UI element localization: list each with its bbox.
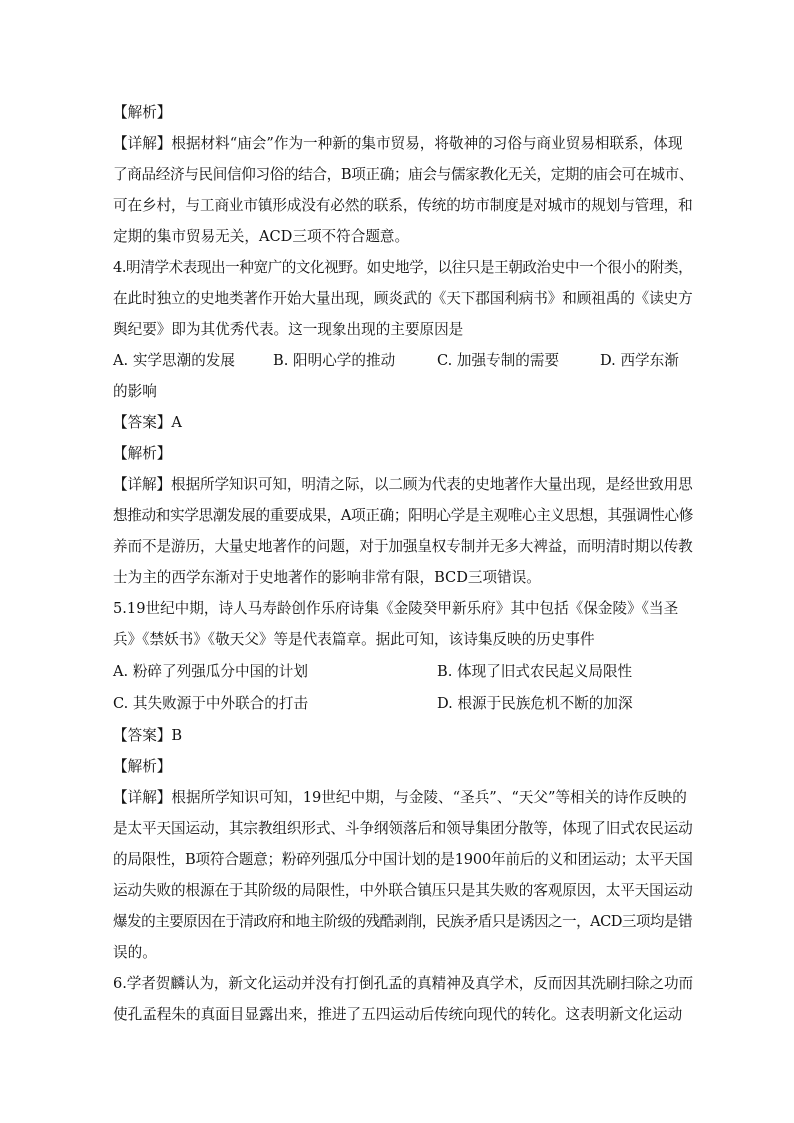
q5-option-d: D. 根源于民族危机不断的加深	[437, 695, 633, 712]
q5-detail-line: 爆发的主要原因在于清政府和地主阶级的残酷剥削，民族矛盾只是诱因之一，ACD三项均是错	[113, 913, 693, 930]
q3-detail-line: 可在乡村，与工商业市镇形成没有必然的联系，传统的坊市制度是对城市的规划与管理，和	[113, 197, 693, 214]
q3-detail-line: 定期的集市贸易无关，ACD三项不符合题意。	[113, 228, 410, 245]
q4-analysis-label: 【解析】	[113, 445, 172, 462]
q4-detail-line: 养而不是游历，大量史地著作的问题，对于加强皇权专制并无多大裨益，而明清时期以传教	[113, 538, 693, 555]
q5-detail-line: 是太平天国运动，其宗教组织形式、斗争纲领落后和领导集团分散等，体现了旧式农民运动	[113, 820, 693, 837]
q5-stem-line: 兵》《禁妖书》《敬天父》等是代表篇章。据此可知，该诗集反映的历史事件	[113, 631, 595, 648]
q3-detail-line: 【详解】根据材料“庙会”作为一种新的集市贸易，将敬神的习俗与商业贸易相联系，体现	[113, 135, 683, 152]
q6-stem-line: 6.学者贺麟认为，新文化运动并没有打倒孔孟的真精神及真学术，反而因其洗刷扫除之功而	[113, 975, 694, 992]
q4-detail-line: 【详解】根据所学知识可知，明清之际，以二顾为代表的史地著作大量出现，是经世致用思	[113, 476, 693, 493]
q4-option-b: B. 阳明心学的推动	[273, 352, 396, 369]
q4-option-d: D. 西学东渐	[600, 352, 679, 369]
q5-option-b: B. 体现了旧式农民起义局限性	[437, 663, 633, 680]
q5-detail-line: 的局限性，B项符合题意；粉碎列强瓜分中国计划的是1900年前后的义和团运动；太平天国	[113, 851, 693, 868]
q3-detail-line: 了商品经济与民间信仰习俗的结合，B项正确；庙会与儒家教化无关，定期的庙会可在城市、	[113, 166, 694, 183]
q4-option-a: A. 实学思潮的发展	[113, 352, 235, 369]
q5-answer: 【答案】B	[113, 727, 183, 744]
q5-detail-line: 误的。	[113, 944, 157, 961]
q4-stem-line: 在此时独立的史地类著作开始大量出现，顾炎武的《天下郡国利病书》和顾祖禹的《读史方	[113, 290, 693, 307]
q4-answer: 【答案】A	[113, 414, 182, 431]
q4-detail-line: 想推动和实学思潮发展的重要成果，A项正确；阳明心学是主观唯心主义思想，其强调性心修	[113, 507, 693, 524]
q4-detail-line: 士为主的西学东渐对于史地著作的影响非常有限，BCD三项错误。	[113, 569, 541, 586]
q3-analysis-label: 【解析】	[113, 104, 172, 121]
q4-option-d-continued: 的影响	[113, 383, 157, 400]
q5-analysis-label: 【解析】	[113, 758, 172, 775]
q5-option-a: A. 粉碎了列强瓜分中国的计划	[113, 663, 308, 680]
q5-stem-line: 5.19世纪中期，诗人马寿龄创作乐府诗集《金陵癸甲新乐府》其中包括《保金陵》《当圣	[113, 600, 679, 617]
q4-stem-line: 舆纪要》即为其优秀代表。这一现象出现的主要原因是	[113, 321, 464, 338]
q5-detail-line: 【详解】根据所学知识可知，19世纪中期，与金陵、“圣兵”、“天父”等相关的诗作反映的	[113, 789, 687, 806]
q5-detail-line: 运动失败的根源在于其阶级的局限性，中外联合镇压只是其失败的客观原因，太平天国运动	[113, 882, 693, 899]
q5-option-c: C. 其失败源于中外联合的打击	[113, 695, 309, 712]
q4-stem-line: 4.明清学术表现出一种宽广的文化视野。如史地学，以往只是王朝政治史中一个很小的附类，	[113, 259, 693, 276]
q6-stem-line: 使孔孟程朱的真面目显露出来，推进了五四运动后传统向现代的转化。这表明新文化运动	[113, 1006, 683, 1023]
q4-option-c: C. 加强专制的需要	[437, 352, 560, 369]
